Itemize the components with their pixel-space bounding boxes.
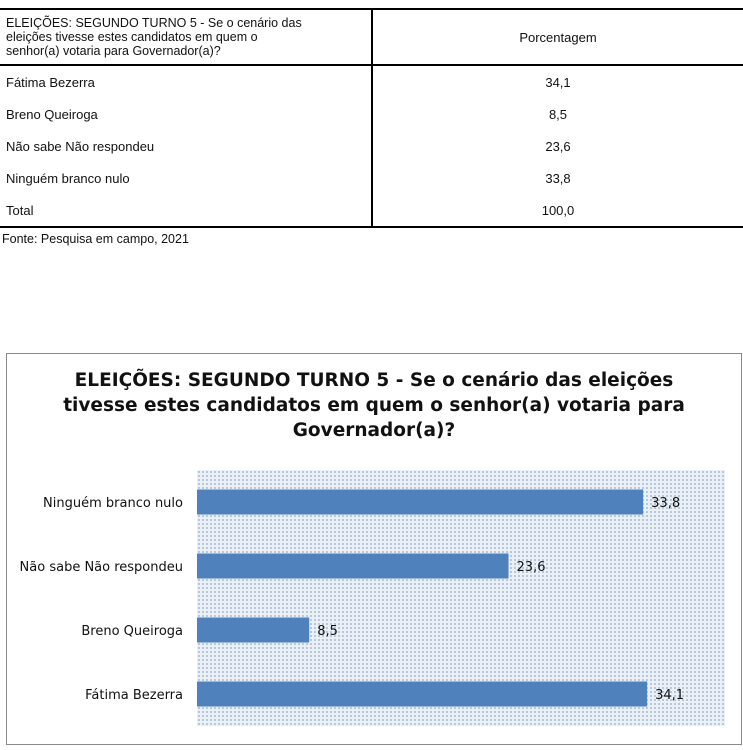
chart-title-line: tivesse estes candidatos em quem o senhor(a) votaria para (63, 395, 685, 416)
results-table-wrapper (0, 8, 743, 228)
table-source-note: Fonte: Pesquisa em campo, 2021 (2, 232, 189, 246)
bar (197, 554, 509, 579)
chart-panel (6, 353, 742, 745)
row-label: Ninguém branco nulo (0, 162, 372, 194)
bar (197, 618, 309, 643)
value-label: 23,6 (516, 560, 546, 575)
value-label: 34,1 (655, 688, 685, 703)
header-question-line: ELEIÇÕES: SEGUNDO TURNO 5 - Se o cenário das (6, 16, 302, 30)
table-header-row (0, 9, 743, 65)
table-row (0, 98, 743, 130)
row-value: 34,1 (545, 74, 571, 90)
row-label: Breno Queiroga (0, 98, 372, 130)
bar (197, 682, 647, 707)
table-row (0, 65, 743, 98)
category-label: Não sabe Não respondeu (19, 560, 183, 575)
chart-title-line: Governador(a)? (292, 420, 456, 441)
row-value: 100,0 (372, 194, 743, 227)
table-header-value: Porcentagem (372, 9, 743, 65)
value-label: 33,8 (651, 496, 681, 511)
category-label: Ninguém branco nulo (43, 496, 183, 511)
row-value: 33,8 (545, 170, 571, 186)
row-value: 23,6 (545, 138, 571, 154)
row-label: Total (0, 194, 372, 227)
header-question-line: senhor(a) votaria para Governador(a)? (6, 44, 221, 58)
table-row (0, 130, 743, 162)
bar-chart (7, 354, 741, 744)
results-table (0, 8, 743, 228)
bar (197, 490, 643, 515)
category-label: Fátima Bezerra (85, 688, 183, 703)
header-question-line: eleições tivesse estes candidatos em quem o (6, 30, 258, 44)
row-value: 8,5 (548, 106, 568, 122)
table-row-total (0, 194, 743, 227)
table-row (0, 162, 743, 194)
row-label: Não sabe Não respondeu (0, 130, 372, 162)
table-header-question (0, 9, 372, 65)
value-label: 8,5 (317, 624, 338, 639)
category-label: Breno Queiroga (81, 624, 183, 639)
row-label: Fátima Bezerra (0, 65, 372, 98)
chart-title-line: ELEIÇÕES: SEGUNDO TURNO 5 - Se o cenário das eleições (74, 370, 674, 391)
